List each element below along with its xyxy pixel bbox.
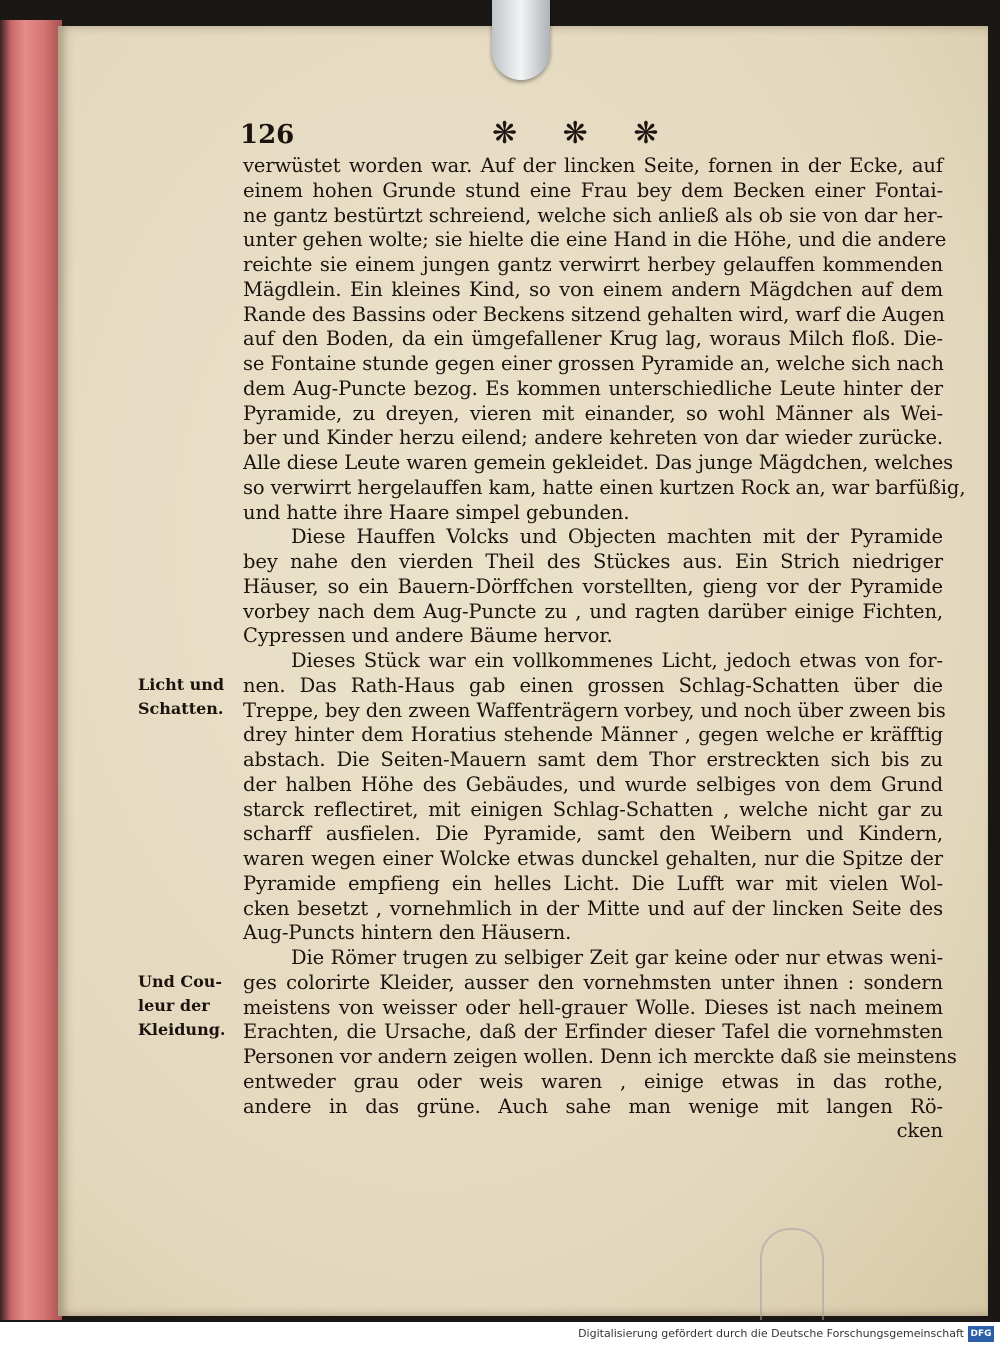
text-line: Häuser, so ein Bauern-Dörffchen vorstellten, gieng vor der Pyramide <box>243 574 943 598</box>
margin-note-line: Licht und <box>138 675 225 694</box>
text-line: andere in das grüne. Auch sahe man wenige mit langen Rö- <box>243 1094 943 1118</box>
text-line: vorbey nach dem Aug-Puncte zu , und ragten darüber einige Fichten, <box>243 599 943 623</box>
margin-note-line: Schatten. <box>138 699 224 718</box>
text-line: so verwirrt hergelauffen kam, hatte einen kurtzen Rock an, war barfüßig, <box>243 475 966 499</box>
text-line: auf den Boden, da ein ümgefallener Krug lag, woraus Milch floß. Die- <box>243 327 943 351</box>
text-line: und hatte ihre Haare simpel gebunden. <box>243 500 630 524</box>
dfg-logo: DFG <box>968 1326 994 1342</box>
text-line: cken besetzt , vornehmlich in der Mitte und auf der lincken Seite des <box>243 896 943 920</box>
text-line: Aug-Puncts hintern den Häusern. <box>243 921 572 945</box>
book-edge <box>0 20 62 1320</box>
page-clip <box>492 0 550 80</box>
text-line: Rande des Bassins oder Beckens sitzend gehalten wird, warf die Augen <box>243 302 945 326</box>
margin-note-line: Kleidung. <box>138 1020 226 1039</box>
text-line: Diese Hauffen Volcks und Objecten machten mit der Pyramide <box>291 525 943 549</box>
text-line: Pyramide, zu dreyen, vieren mit einander, so wohl Männer als Wei- <box>243 401 943 425</box>
text-line: entweder grau oder weis waren , einige etwas in das rothe, <box>243 1069 943 1093</box>
text-line: waren wegen einer Wolcke etwas dunckel gehalten, nur die Spitze der <box>243 847 943 870</box>
text-line: verwüstet worden war. Auf der lincken Seite, fornen in der Ecke, auf <box>243 154 943 177</box>
text-line: nen. Das Rath-Haus gab einen grossen Schlag-Schatten über die <box>243 673 943 697</box>
margin-note-light-shadow <box>138 673 236 721</box>
text-line: bey nahe den vierden Theil des Stückes aus. Ein Strich niedriger <box>243 550 943 573</box>
page-number: 126 <box>240 120 295 150</box>
text-line: meistens von weisser oder hell-grauer Wolle. Dieses ist nach meinem <box>243 995 943 1019</box>
text-line: Alle diese Leute waren gemein gekleidet. Das junge Mägdchen, welches <box>243 451 954 474</box>
text-line: scharff ausfielen. Die Pyramide, samt den Weibern und Kindern, <box>243 822 943 846</box>
page-clip-bottom <box>760 1228 824 1320</box>
text-line: Treppe, bey den zween Waffenträgern vorbey, und noch über zween bis <box>243 698 946 722</box>
text-line: Mägdlein. Ein kleines Kind, so von einem andern Mägdchen auf dem <box>243 277 943 301</box>
body-text <box>243 154 966 1144</box>
text-line: abstach. Die Seiten-Mauern samt dem Thor erstreckten sich bis zu <box>243 748 943 771</box>
text-line: starck reflectiret, mit einigen Schlag-Schatten , welche nicht gar zu <box>243 797 943 821</box>
text-line: Dieses Stück war ein vollkommenes Licht, jedoch etwas von for- <box>291 649 943 672</box>
text-line: ne gantz bestürtzt schreiend, welche sich anließ als ob sie von dar her- <box>243 203 943 227</box>
text-line: unter gehen wolte; sie hielte die eine Hand in die Höhe, und die andere <box>243 228 947 252</box>
catchword: cken <box>896 1119 943 1143</box>
text-line: einem hohen Grunde stund eine Frau bey dem Becken einer Fontai- <box>243 178 943 202</box>
text-line: der halben Höhe des Gebäudes, und wurde selbiges von dem Grund <box>243 772 943 796</box>
margin-note-line: Und Cou- <box>138 972 223 991</box>
text-line: Die Römer trugen zu selbiger Zeit gar keine oder nur etwas weni- <box>291 946 943 969</box>
text-line: se Fontaine stunde gegen einer grossen Pyramide an, welche sich nach <box>243 352 944 375</box>
text-line: reichte sie einem jungen gantz verwirrt herbey gelauffen kommenden <box>243 253 943 276</box>
margin-note-line: leur der <box>138 996 210 1015</box>
margin-note-colour-clothing <box>138 970 236 1042</box>
text-line: Cypressen und andere Bäume hervor. <box>243 624 613 648</box>
text-line: dem Aug-Puncte bezog. Es kommen unterschiedliche Leute hinter der <box>243 376 943 400</box>
footer-credit: Digitalisierung gefördert durch die Deutsche Forschungsgemeinschaft <box>578 1327 964 1340</box>
text-line: ber und Kinder herzu eilend; andere kehreten von dar wieder zurücke. <box>243 426 943 450</box>
footer-bar <box>0 1322 1000 1347</box>
header-ornament: ❋ ❋ ❋ <box>492 116 677 151</box>
text-line: Erachten, die Ursache, daß der Erfinder dieser Tafel die vornehmsten <box>243 1020 943 1044</box>
text-line: Pyramide empfieng ein helles Licht. Die Lufft war mit vielen Wol- <box>243 871 943 895</box>
text-line: ges colorirte Kleider, ausser den vornehmsten unter ihnen : sondern <box>243 970 943 994</box>
text-line: drey hinter dem Horatius stehende Männer , gegen welche er kräfftig <box>243 723 943 747</box>
text-line: Personen vor andern zeigen wollen. Denn ich merckte daß sie meinstens <box>243 1045 957 1068</box>
